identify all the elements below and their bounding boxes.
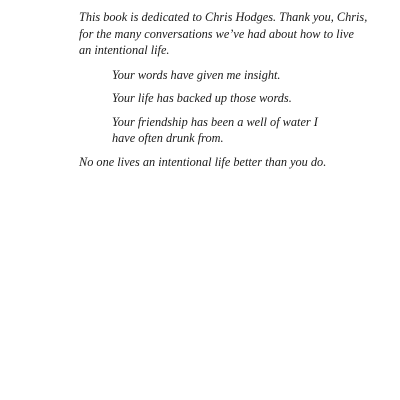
dedication-line-3: Your friendship has been a well of water I have often drunk from. bbox=[112, 114, 318, 145]
dedication-line-1: Your words have given me insight. bbox=[112, 67, 281, 82]
dedication-closing: No one lives an intentional life better than you do. bbox=[79, 154, 327, 169]
dedication-intro: This book is dedicated to Chris Hodges. Thank you, Chris, for the many conversations we’ve had about how to live an intentional life. bbox=[79, 10, 368, 57]
dedication-line-2: Your life has backed up those words. bbox=[112, 91, 292, 105]
dedication-text bbox=[79, 9, 369, 177]
